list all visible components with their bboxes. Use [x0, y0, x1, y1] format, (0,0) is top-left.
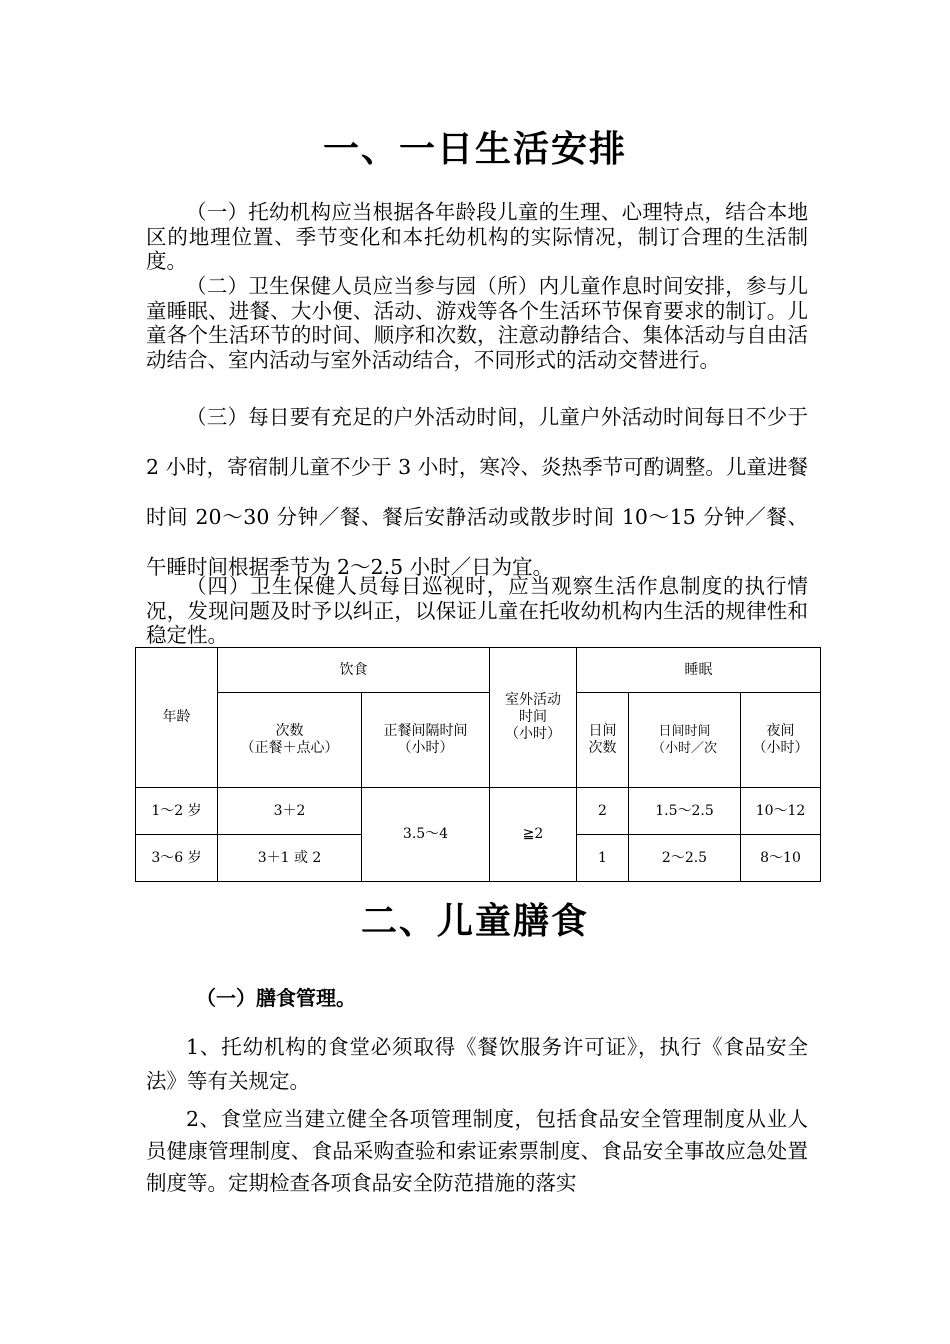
header-meal-count: 次数 （正餐＋点心） [218, 693, 362, 788]
paragraph-1: （一）托幼机构应当根据各年龄段儿童的生理、心理特点，结合本地区的地理位置、季节变化和本托幼机构的实际情况，制订合理的生活制度。 [146, 200, 808, 273]
paragraph-5: 1、托幼机构的食堂必须取得《餐饮服务许可证》，执行《食品安全法》等有关规定。 [146, 1035, 808, 1093]
cell-day-count: 2 [577, 788, 629, 835]
header-night-sleep: 夜间 （小时） [741, 693, 821, 788]
cell-meals: 3＋2 [218, 788, 362, 835]
cell-meal-interval: 3.5～4 [362, 788, 490, 882]
cell-meals: 3＋1 或 2 [218, 835, 362, 882]
header-outdoor: 室外活动 时间 （小时） [490, 648, 577, 788]
header-day-sleep-count: 日间 次数 [577, 693, 629, 788]
header-sleep: 睡眠 [577, 648, 821, 693]
cell-outdoor: ≧2 [490, 788, 577, 882]
cell-day-time: 1.5～2.5 [629, 788, 741, 835]
schedule-table [135, 647, 821, 882]
section-title-child-meals: 二、儿童膳食 [360, 901, 589, 942]
cell-night: 8～10 [741, 835, 821, 882]
subsection-title-meal-management: （一）膳食管理。 [196, 986, 356, 1010]
paragraph-4: （四）卫生保健人员每日巡视时，应当观察生活作息制度的执行情况，发现问题及时予以纠正，以保证儿童在托收幼机构内生活的规律性和稳定性。 [146, 574, 808, 647]
section-title-daily-schedule: 一、一日生活安排 [322, 129, 627, 170]
cell-night: 10～12 [741, 788, 821, 835]
cell-age: 1～2 岁 [136, 788, 218, 835]
header-day-sleep-time: 日间时间 （小时／次 [629, 693, 741, 788]
paragraph-2: （二）卫生保健人员应当参与园（所）内儿童作息时间安排，参与儿童睡眠、进餐、大小便、活动、游戏等各个生活环节保育要求的制订。儿童各个生活环节的时间、顺序和次数，注意动静结合、集体活动与自由活动结合、室内活动与室外活动结合，不同形式的活动交替进行。 [146, 274, 808, 372]
cell-day-time: 2～2.5 [629, 835, 741, 882]
cell-day-count: 1 [577, 835, 629, 882]
paragraph-6: 2、食堂应当建立健全各项管理制度，包括食品安全管理制度从业人员健康管理制度、食品采购查验和索证索票制度、食品安全事故应急处置制度等。定期检查各项食品安全防范措施的落实 [146, 1107, 808, 1195]
table-row [136, 788, 821, 835]
paragraph-3: （三）每日要有充足的户外活动时间，儿童户外活动时间每日不少于 2 小时，寄宿制儿童不少于 3 小时，寒冷、炎热季节可酌调整。儿童进餐时间 20～30 分钟／餐、餐后安静活动或散步时间 10～15 分钟／餐、午睡时间根据季节为 2～2.5 小时／日为宜。 [146, 405, 808, 579]
cell-age: 3～6 岁 [136, 835, 218, 882]
header-diet: 饮食 [218, 648, 490, 693]
header-age: 年龄 [136, 648, 218, 788]
header-meal-interval: 正餐间隔时间 （小时） [362, 693, 490, 788]
